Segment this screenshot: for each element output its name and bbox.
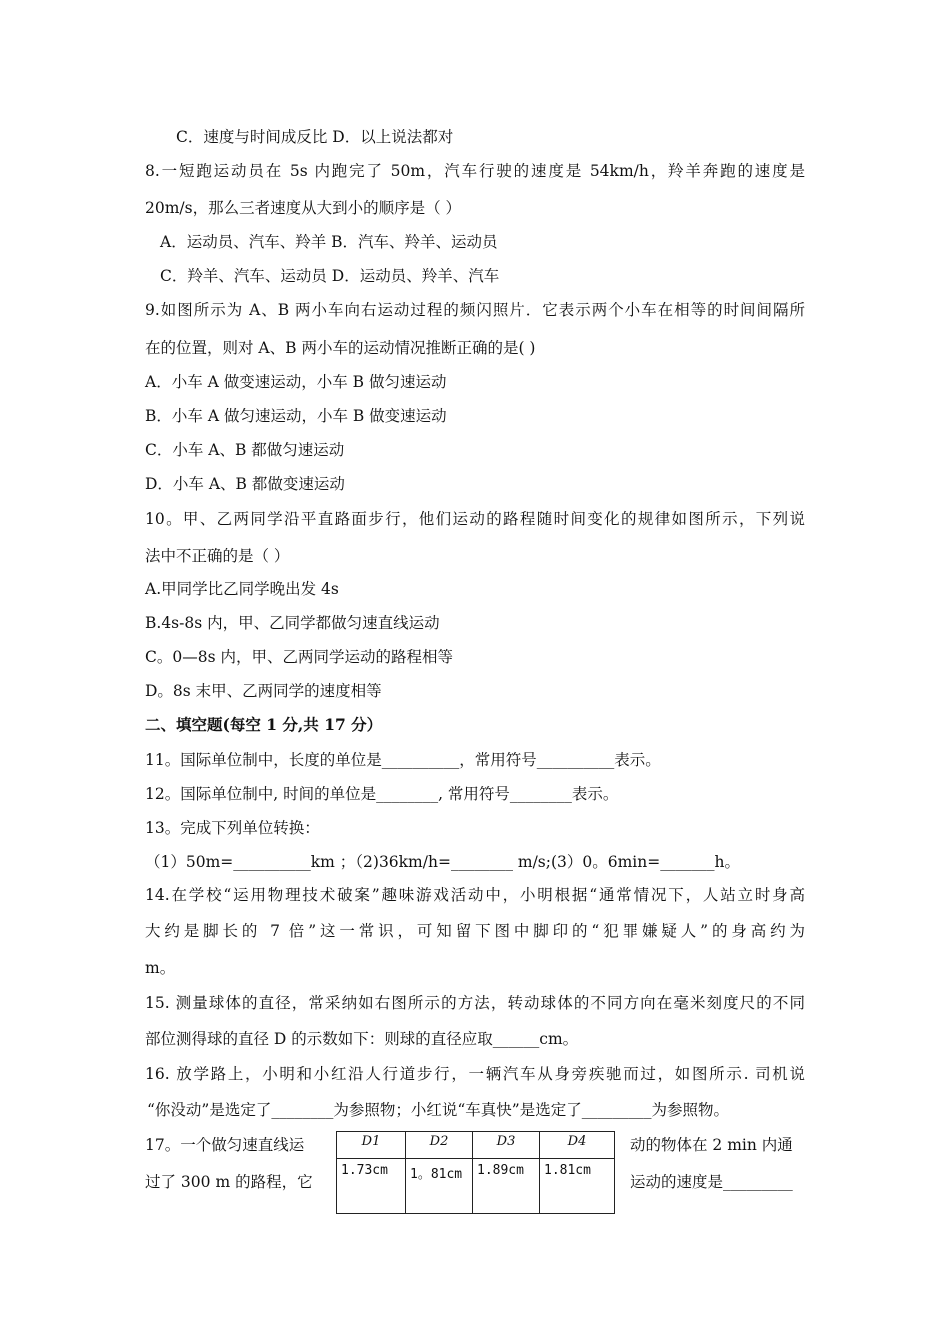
q10-option-b: B.4s-8s 内，甲、乙同学都做匀速直线运动 bbox=[145, 614, 440, 632]
q17-line1-right: 动的物体在 2 min 内通 bbox=[630, 1136, 793, 1154]
header-d3: D3 bbox=[473, 1132, 540, 1159]
q13: 13。完成下列单位转换： bbox=[145, 819, 320, 837]
q14-line3: m。 bbox=[145, 959, 176, 977]
section-2-heading: 二、填空题(每空 1 分,共 17 分） bbox=[145, 715, 383, 734]
q8-stem-line2: 20m/s，那么三者速度从大到小的顺序是（ ） bbox=[145, 199, 462, 217]
q14-line2: 大约是脚长的 7 倍”这一常识，可知留下图中脚印的“犯罪嫌疑人”的身高约为 bbox=[145, 922, 805, 940]
value-d2 bbox=[406, 1159, 473, 1214]
q9-option-a: A．小车 A 做变速运动，小车 B 做匀速运动 bbox=[145, 373, 447, 391]
q17-line2-right: 运动的速度是_________ bbox=[630, 1173, 793, 1191]
q15-line2: 部位测得球的直径 D 的示数如下：则球的直径应取______cm。 bbox=[145, 1030, 579, 1048]
q14-line1: 14.在学校“运用物理技术破案”趣味游戏活动中，小明根据“通常情况下，人站立时身高 bbox=[145, 886, 805, 904]
header-d1: D1 bbox=[337, 1132, 406, 1159]
q10-stem-line2: 法中不正确的是（ ） bbox=[145, 547, 290, 565]
value-d3: 1.89cm bbox=[473, 1159, 540, 1214]
q11: 11。国际单位制中，长度的单位是__________，常用符号__________表示。 bbox=[145, 751, 661, 769]
q10-option-d: D。8s 末甲、乙两同学的速度相等 bbox=[145, 682, 382, 700]
q7-options-cd: C．速度与时间成反比 D．以上说法都对 bbox=[176, 128, 454, 146]
q10-option-c: C。0—8s 内，甲、乙两同学运动的路程相等 bbox=[145, 648, 453, 666]
q9-option-c: C．小车 A、B 都做匀速运动 bbox=[145, 441, 345, 459]
table-row bbox=[337, 1159, 615, 1214]
q10-option-a: A.甲同学比乙同学晚出发 4s bbox=[145, 580, 339, 598]
q9-option-d: D．小车 A、B 都做变速运动 bbox=[145, 475, 345, 493]
q15-line1: 15. 测量球体的直径，常采纳如右图所示的方法，转动球体的不同方向在毫米刻度尺的不同 bbox=[145, 994, 805, 1012]
q12: 12。国际单位制中, 时间的单位是________, 常用符号________表示。 bbox=[145, 785, 619, 803]
q8-options-cd: C．羚羊、汽车、运动员 D．运动员、羚羊、汽车 bbox=[160, 267, 500, 285]
header-d2: D2 bbox=[406, 1132, 473, 1159]
header-d4: D4 bbox=[540, 1132, 615, 1159]
q8-stem-line1: 8.一短跑运动员在 5s 内跑完了 50m，汽车行驶的速度是 54km/h，羚羊奔跑的速度是 bbox=[145, 162, 805, 180]
q17-line2-left: 过了 300 m 的路程，它 bbox=[145, 1173, 313, 1191]
q16-line2: “你没动”是选定了________为参照物；小红说“车真快”是选定了_________为参照物。 bbox=[147, 1101, 729, 1119]
q17-line1-left: 17。一个做匀速直线运 bbox=[145, 1136, 305, 1154]
table-header-row bbox=[337, 1132, 615, 1159]
value-d1: 1.73cm bbox=[337, 1159, 406, 1214]
diameter-table bbox=[336, 1131, 615, 1214]
q8-options-ab: A．运动员、汽车、羚羊 B．汽车、羚羊、运动员 bbox=[160, 233, 498, 251]
value-d4: 1.81cm bbox=[540, 1159, 615, 1214]
q9-stem-line1: 9.如图所示为 A、B 两小车向右运动过程的频闪照片．它表示两个小车在相等的时间间隔所 bbox=[145, 301, 805, 319]
q16-line1: 16. 放学路上，小明和小红沿人行道步行，一辆汽车从身旁疾驰而过，如图所示. 司机说 bbox=[145, 1065, 805, 1083]
q10-stem-line1: 10。甲、乙两同学沿平直路面步行，他们运动的路程随时间变化的规律如图所示，下列说 bbox=[145, 510, 805, 528]
value-d2-text: 1。81cm bbox=[410, 1167, 463, 1182]
q9-option-b: B．小车 A 做匀速运动，小车 B 做变速运动 bbox=[145, 407, 447, 425]
q9-stem-line2: 在的位置，则对 A、B 两小车的运动情况推断正确的是( ) bbox=[145, 339, 536, 357]
q13-conversions: （1）50m=__________km ；（2)36km/h=________ m/s;(3）0。6min=_______h。 bbox=[145, 853, 740, 871]
